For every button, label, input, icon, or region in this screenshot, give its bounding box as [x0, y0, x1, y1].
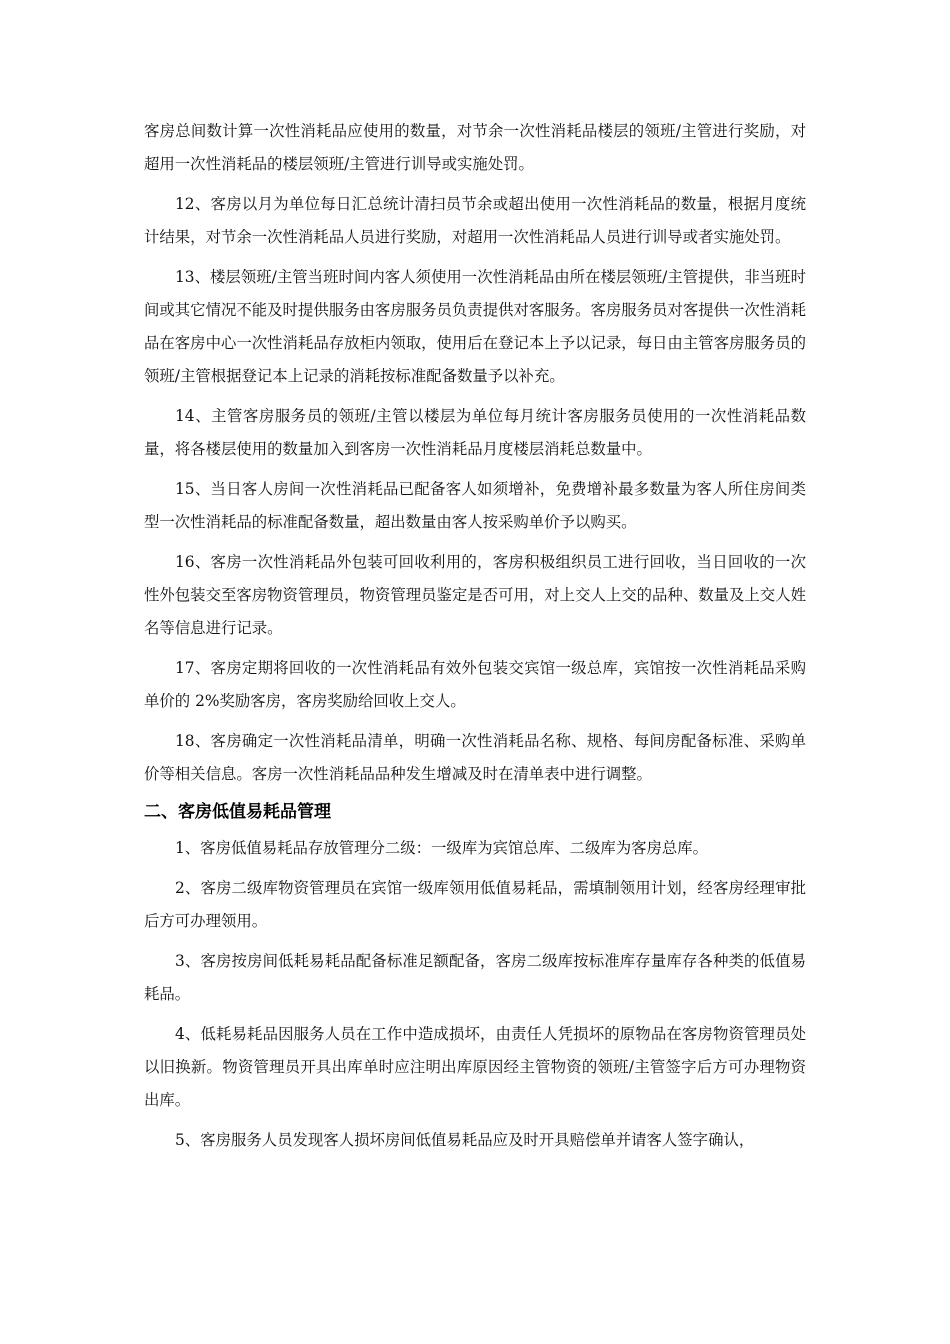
paragraph-item-18: 18、客房确定一次性消耗品清单，明确一次性消耗品名称、规格、每间房配备标准、采购单价等相关信息。客房一次性消耗品品种发生增减及时在清单表中进行调整。 [144, 732, 806, 783]
paragraph-item-16: 16、客房一次性消耗品外包装可回收利用的，客房积极组织员工进行回收，当日回收的一次性外包装交至客房物资管理员，物资管理员鉴定是否可用，对上交人上交的品种、数量及上交人姓名等信息进行记录。 [144, 553, 806, 637]
paragraph-item-13: 13、楼层领班/主管当班时间内客人须使用一次性消耗品由所在楼层领班/主管提供，非当班时间或其它情况不能及时提供服务由客房服务员负责提供对客服务。客房服务员对客提供一次性消耗品在客房中心一次性消耗品存放柜内领取，使用后在登记本上予以记录，每日由主管客房服务员的领班/主管根据登记本上记录的消耗按标准配备数量予以补充。 [144, 268, 806, 385]
paragraph-item-17: 17、客房定期将回收的一次性消耗品有效外包装交宾馆一级总库，宾馆按一次性消耗品采购单价的 2%奖励客房，客房奖励给回收上交人。 [144, 659, 806, 710]
document-body [144, 115, 806, 1164]
paragraph-item-15: 15、当日客人房间一次性消耗品已配备客人如须增补，免费增补最多数量为客人所住房间类型一次性消耗品的标准配备数量，超出数量由客人按采购单价予以购买。 [144, 480, 806, 531]
section-heading: 二、客房低值易耗品管理 [144, 802, 331, 822]
paragraph-item-1: 1、客房低值易耗品存放管理分二级：一级库为宾馆总库、二级库为客房总库。 [175, 839, 709, 857]
paragraph-item-14: 14、主管客房服务员的领班/主管以楼层为单位每月统计客房服务员使用的一次性消耗品数量，将各楼层使用的数量加入到客房一次性消耗品月度楼层消耗总数量中。 [144, 407, 806, 458]
paragraph-item-5: 5、客房服务人员发现客人损坏房间低值易耗品应及时开具赔偿单并请客人签字确认， [175, 1131, 755, 1149]
paragraph-item-12: 12、客房以月为单位每日汇总统计清扫员节余或超出使用一次性消耗品的数量，根据月度统计结果，对节余一次性消耗品人员进行奖励，对超用一次性消耗品人员进行训导或者实施处罚。 [144, 195, 806, 246]
paragraph-item-4: 4、低耗易耗品因服务人员在工作中造成损坏，由责任人凭损坏的原物品在客房物资管理员处以旧换新。物资管理员开具出库单时应注明出库原因经主管物资的领班/主管签字后方可办理物资出库。 [144, 1025, 806, 1109]
paragraph-continuation: 客房总间数计算一次性消耗品应使用的数量，对节余一次性消耗品楼层的领班/主管进行奖励，对超用一次性消耗品的楼层领班/主管进行训导或实施处罚。 [144, 122, 806, 173]
paragraph-item-2: 2、客房二级库物资管理员在宾馆一级库领用低值易耗品，需填制领用计划，经客房经理审批后方可办理领用。 [144, 879, 806, 930]
paragraph-item-3: 3、客房按房间低耗易耗品配备标准足额配备，客房二级库按标准库存量库存各种类的低值易耗品。 [144, 952, 806, 1003]
